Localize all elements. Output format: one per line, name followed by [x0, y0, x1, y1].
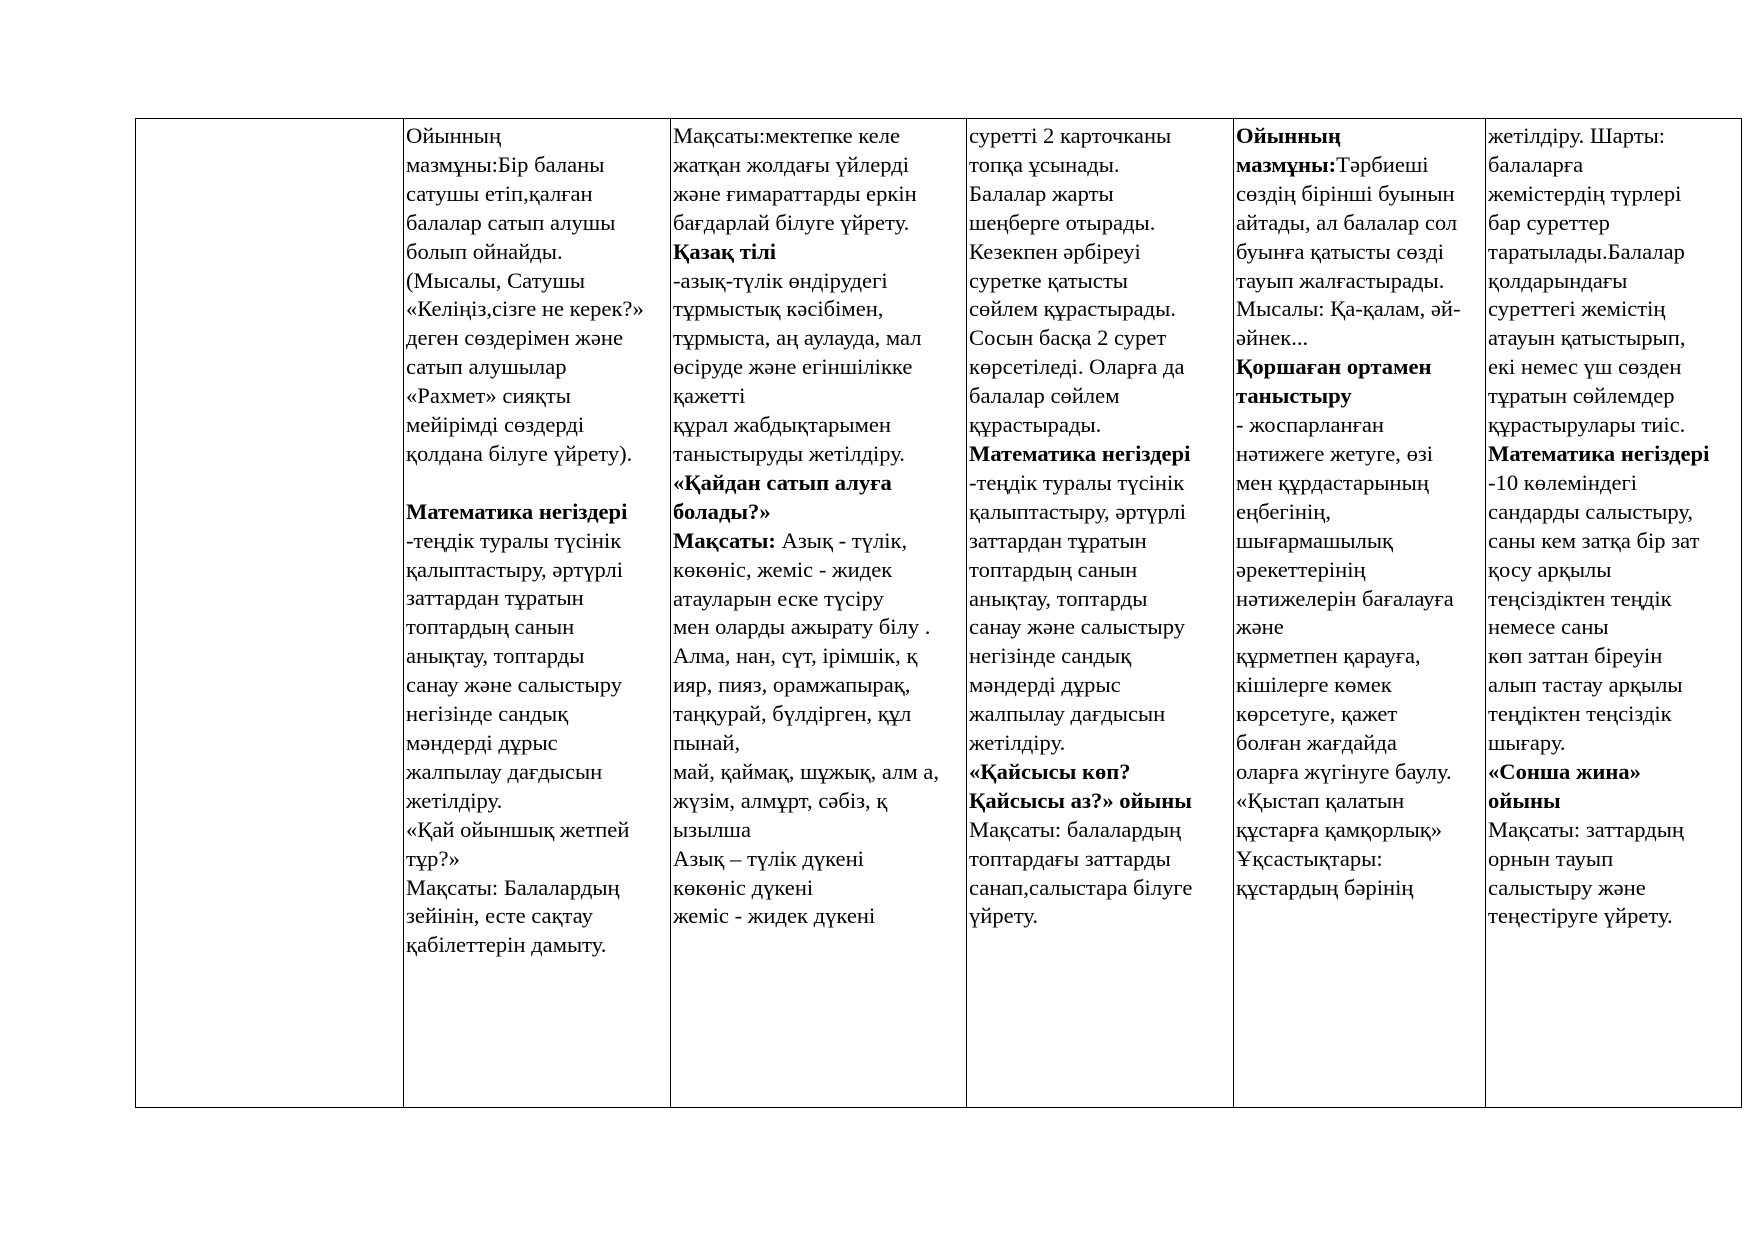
text-line: «Сонша жина»: [1488, 758, 1641, 784]
text-line: құрастырады.: [969, 412, 1102, 438]
text-line: жеміс - жидек дүкені: [673, 903, 876, 929]
text-line: сөздің бірінші буынын: [1236, 180, 1455, 206]
text-line: екі немес үш сөзден: [1488, 354, 1682, 380]
text-line: -теңдік туралы түсінік: [406, 527, 622, 553]
text-line: мәндерді дұрыс: [406, 730, 558, 756]
text-line: Алма, нан, сүт, ірімшік, қ: [673, 643, 918, 669]
text-line: заттардан тұратын: [969, 527, 1147, 553]
text-line: таныстыру: [1236, 383, 1352, 409]
column-cell-math-game: [1486, 119, 1742, 1108]
text-line: зейінін, есте сақтау: [406, 903, 593, 929]
text-line: -10 көлеміндегі: [1488, 469, 1638, 495]
text-line: оларға жүгінуге баулу.: [1236, 758, 1452, 784]
text-line: Ойынның: [406, 123, 502, 148]
text-line: таңқурай, бүлдірген, құл: [673, 701, 912, 727]
bold-lead: Мақсаты:: [673, 527, 776, 553]
text-line: сатып алушылар: [406, 354, 567, 380]
text-line: қолдарындағы: [1488, 267, 1628, 293]
line-rest: Тәрбиеші: [1336, 151, 1429, 177]
column-cell-game-content: [404, 119, 671, 1108]
text-line: «Қайсысы көп?: [969, 758, 1131, 784]
text-line: өсіруде және егіншілікке: [673, 354, 913, 380]
text-line: және ғимараттарды еркін: [673, 180, 917, 206]
text-line: «Рахмет» сияқты: [406, 383, 571, 409]
text-line: ызылша: [673, 816, 751, 842]
text-line: жетілдіру.: [406, 787, 503, 813]
text-line: құрметпен қарауға,: [1236, 643, 1421, 669]
text-line: балалар сөйлем: [969, 383, 1120, 409]
text-line: мен құрдастарының: [1236, 469, 1429, 495]
text-line: Мысалы: Қа-қалам, әй-: [1236, 296, 1461, 322]
text-line: Азық – түлік дүкені: [673, 845, 864, 871]
text-line: -теңдік туралы түсінік: [969, 469, 1185, 495]
text-line: пынай,: [673, 730, 741, 756]
text-line: саны кем затқа бір зат: [1488, 527, 1700, 553]
column-cell-empty: [136, 119, 404, 1108]
bold-lead: мазмұны:: [1236, 151, 1337, 177]
text-line: топқа ұсынады.: [969, 151, 1120, 177]
text-line: ияр, пияз, орамжапырақ,: [673, 672, 911, 698]
text-line: Кезекпен әрбіреуі: [969, 238, 1141, 264]
text-line: таратылады.Балалар: [1488, 238, 1685, 264]
column-cell-environment: [1234, 119, 1486, 1108]
text-line: нәтижеге жетуге, өзі: [1236, 440, 1434, 466]
text-line: нәтижелерін бағалауға: [1236, 585, 1454, 611]
text-line: Математика негіздері: [969, 440, 1191, 466]
text-line: суреттегі жемістің: [1488, 296, 1666, 322]
text-line: [406, 469, 669, 498]
text-line: құстарға қамқорлық»: [1236, 816, 1443, 842]
text-line: суретке қатысты: [969, 267, 1128, 293]
text-line: теңестіруге үйрету.: [1488, 903, 1673, 929]
text-line: немесе саны: [1488, 614, 1609, 640]
text-line: Қайсысы аз?» ойыны: [969, 787, 1192, 813]
text-line: топтардың санын: [969, 556, 1138, 582]
text-line: жемістердің түрлері: [1488, 180, 1682, 206]
text-line: Ұқсастықтары:: [1236, 845, 1383, 871]
text-line: теңсіздіктен теңдік: [1488, 585, 1672, 611]
text-line: көкөніс дүкені: [673, 874, 814, 900]
text-line: бағдарлай білуге үйрету.: [673, 209, 910, 235]
text-line: (Мысалы, Сатушы: [406, 267, 586, 293]
text-line: суретті 2 карточканы: [969, 123, 1172, 148]
text-line: салыстыру және: [1488, 874, 1646, 900]
text-line: [1236, 151, 1484, 180]
lesson-plan-table: [135, 118, 1742, 1108]
text-line: Мақсаты:мектепке келе: [673, 123, 901, 148]
text-line: қалыптастыру, әртүрлі: [969, 498, 1187, 524]
text-line: көрсетіледі. Оларға да: [969, 354, 1185, 380]
text-line: шығармашылық: [1236, 527, 1394, 553]
text-line: сөйлем құрастырады.: [969, 296, 1176, 322]
text-line: атауын қатыстырып,: [1488, 325, 1686, 351]
text-line: үйрету.: [969, 903, 1038, 929]
text-line: анықтау, топтарды: [406, 643, 585, 669]
text-line: қолдана білуге үйрету).: [406, 440, 633, 466]
text-line: Мақсаты: Балалардың: [406, 874, 620, 900]
text-line: қабілеттерін дамыту.: [406, 932, 607, 958]
text-line: бар суреттер: [1488, 209, 1610, 235]
text-line: анықтау, топтарды: [969, 585, 1148, 611]
text-line: құрал жабдықтарымен: [673, 412, 892, 438]
text-line: сандарды салыстыру,: [1488, 498, 1694, 524]
text-line: «Қай ойыншық жетпей: [406, 816, 630, 842]
text-line: жүзім, алмұрт, сәбіз, қ: [673, 787, 888, 813]
text-line: мазмұны:Бір баланы: [406, 151, 605, 177]
text-line: құстардың бәрінің: [1236, 874, 1414, 900]
text-line: мен оларды ажырату білу .: [673, 614, 931, 640]
text-line: Қазақ тілі: [673, 238, 777, 264]
text-line: кішілерге көмек: [1236, 672, 1392, 698]
text-line: санау және салыстыру: [406, 672, 623, 698]
text-line: жатқан жолдағы үйлерді: [673, 151, 910, 177]
text-line: орнын тауып: [1488, 845, 1614, 871]
text-line: санау және салыстыру: [969, 614, 1186, 640]
text-line: топтардың санын: [406, 614, 575, 640]
text-line: жалпылау дағдысын: [406, 758, 603, 784]
text-line: деген сөздерімен және: [406, 325, 624, 351]
text-line: -азық-түлік өндірудегі: [673, 267, 888, 293]
text-line: [673, 527, 965, 556]
text-line: және: [1236, 614, 1284, 640]
text-line: мейірімді сөздерді: [406, 412, 585, 438]
text-line: Сосын басқа 2 сурет: [969, 325, 1167, 351]
text-line: май, қаймақ, шұжық, алм а,: [673, 758, 939, 784]
text-line: айтады, ал балалар сол: [1236, 209, 1458, 235]
text-line: көрсетуге, қажет: [1236, 701, 1398, 727]
text-line: «Қайдан сатып алуға: [673, 469, 892, 495]
text-line: тұрмыстық кәсібімен,: [673, 296, 884, 322]
text-line: көкөніс, жеміс - жидек: [673, 556, 893, 582]
text-line: қосу арқылы: [1488, 556, 1612, 582]
text-line: тұратын сөйлемдер: [1488, 383, 1675, 409]
text-line: Қоршаған ортамен: [1236, 354, 1432, 380]
text-line: теңдіктен теңсіздік: [1488, 701, 1672, 727]
text-line: «Қыстап қалатын: [1236, 787, 1405, 813]
text-line: болған жағдайда: [1236, 730, 1397, 756]
text-line: заттардан тұратын: [406, 585, 584, 611]
text-line: Мақсаты: балалардың: [969, 816, 1182, 842]
text-line: тұр?»: [406, 845, 460, 871]
line-rest: Азық - түлік,: [775, 527, 908, 553]
text-line: жетілдіру.: [969, 730, 1066, 756]
text-line: балаларға: [1488, 151, 1584, 177]
text-line: таныстыруды жетілдіру.: [673, 440, 905, 466]
text-line: сатушы етіп,қалған: [406, 180, 593, 206]
text-line: шеңберге отырады.: [969, 209, 1156, 235]
text-line: болып ойнайды.: [406, 238, 563, 264]
column-cell-kazakh-language: [671, 119, 967, 1108]
text-line: Мақсаты: заттардың: [1488, 816, 1685, 842]
text-line: еңбегінің,: [1236, 498, 1331, 524]
text-line: Балалар жарты: [969, 180, 1114, 206]
text-line: қажетті: [673, 383, 746, 409]
text-line: санап,салыстара білуге: [969, 874, 1193, 900]
text-line: болады?»: [673, 498, 771, 524]
text-line: тұрмыста, аң аулауда, мал: [673, 325, 922, 351]
column-cell-math-basics: [967, 119, 1234, 1108]
text-line: негізінде сандық: [406, 701, 569, 727]
text-line: буынға қатысты сөзді: [1236, 238, 1444, 264]
text-line: тауып жалғастырады.: [1236, 267, 1445, 293]
text-line: Математика негіздері: [406, 498, 628, 524]
text-line: шығару.: [1488, 730, 1566, 756]
text-line: - жоспарланған: [1236, 412, 1385, 438]
text-line: ойыны: [1488, 787, 1561, 813]
text-line: мәндерді дұрыс: [969, 672, 1121, 698]
text-line: көп заттан біреуін: [1488, 643, 1663, 669]
text-line: Ойынның: [1236, 123, 1341, 148]
text-line: жетілдіру. Шарты:: [1488, 123, 1666, 148]
text-line: атауларын еске түсіру: [673, 585, 884, 611]
text-line: әйнек...: [1236, 325, 1309, 351]
text-line: «Келіңіз,сізге не керек?»: [406, 296, 644, 322]
table-row: [136, 119, 1742, 1108]
text-line: Математика негіздері: [1488, 440, 1710, 466]
text-line: құрастырулары тиіс.: [1488, 412, 1686, 438]
text-line: негізінде сандық: [969, 643, 1132, 669]
text-line: әрекеттерінің: [1236, 556, 1366, 582]
text-line: қалыптастыру, әртүрлі: [406, 556, 624, 582]
text-line: жалпылау дағдысын: [969, 701, 1166, 727]
text-line: топтардағы заттарды: [969, 845, 1171, 871]
text-line: балалар сатып алушы: [406, 209, 616, 235]
text-line: алып тастау арқылы: [1488, 672, 1683, 698]
